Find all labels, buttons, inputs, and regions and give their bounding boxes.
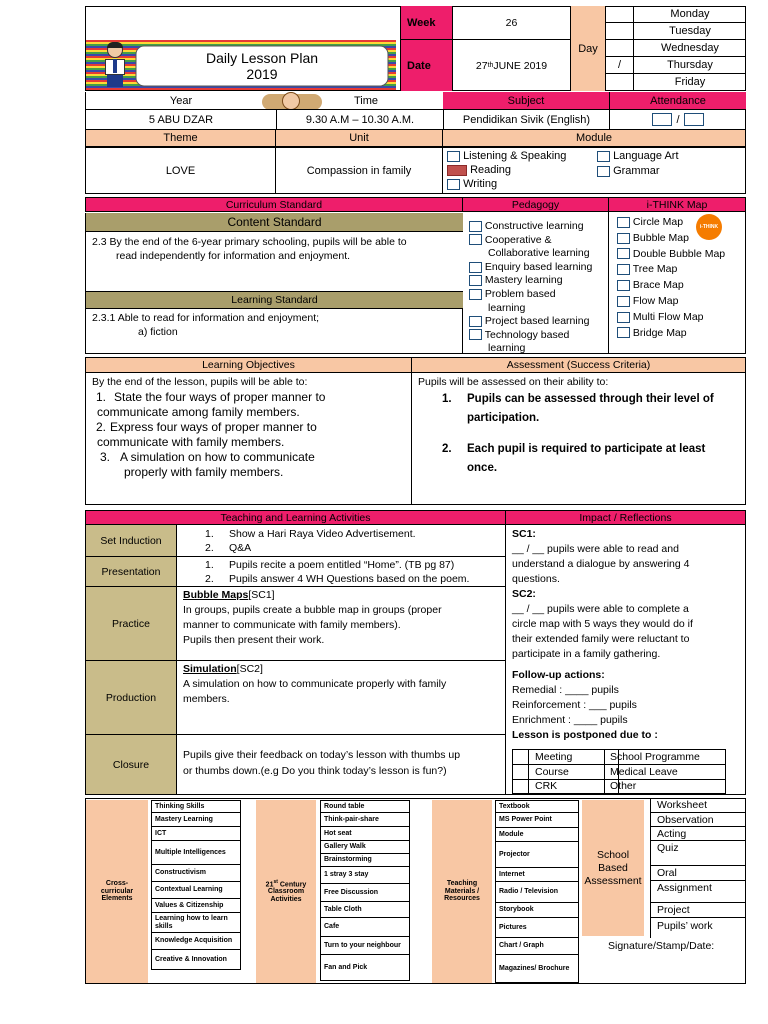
pedagogy-mastery[interactable]: Mastery learning	[469, 274, 608, 288]
cross-item-mastery[interactable]: Mastery Learning	[151, 813, 241, 827]
tm-textbook[interactable]: Textbook	[495, 800, 579, 813]
attendance-field[interactable]	[609, 110, 746, 129]
postponed-label: Lesson is postponed due to :	[512, 729, 658, 741]
day-selected-mark: /	[606, 57, 633, 74]
checkbox-icon[interactable]	[617, 233, 630, 244]
day-tuesday: Tuesday	[634, 23, 746, 40]
module-label: Module	[442, 130, 746, 147]
assessment-body	[412, 373, 746, 505]
sba-pupils-work[interactable]: Pupils’ work	[657, 920, 713, 932]
cross-item-creative[interactable]: Creative & Innovation	[151, 950, 241, 970]
pedagogy-cooperative-cont: Collaborative learning	[488, 247, 590, 260]
pedagogy-header: Pedagogy	[463, 197, 608, 212]
presentation-label: Presentation	[85, 557, 176, 587]
checkbox-icon[interactable]	[617, 280, 630, 291]
pedagogy-project[interactable]: Project based learning	[469, 315, 608, 329]
checkbox-icon[interactable]	[469, 221, 482, 232]
pedagogy-cooperative[interactable]: Cooperative &	[469, 234, 608, 248]
set-induction-body: 1. Show a Hari Raya Video Advertisement. 2. Q&A	[176, 525, 506, 557]
c21-gallery-walk[interactable]: Gallery Walk	[320, 841, 410, 854]
ithink-brace-map[interactable]: Brace Map	[617, 278, 745, 294]
ithink-multi-flow-map[interactable]: Multi Flow Map	[617, 310, 745, 326]
learning-objectives-body	[85, 373, 412, 505]
unit-label: Unit	[275, 130, 442, 147]
postponed-school-programme[interactable]: School Programme	[610, 751, 700, 763]
tm-chart-graph[interactable]: Chart / Graph	[495, 938, 579, 955]
attendance-present-input[interactable]	[652, 113, 672, 126]
assessment-intro: Pupils will be assessed on their ability to:	[418, 376, 609, 388]
checkbox-icon[interactable]	[617, 217, 630, 228]
learning-standard-text: 2.3.1 Able to read for information and enjoyment; a) fiction	[85, 308, 463, 354]
info-row-labels	[85, 92, 746, 109]
impact-body: SC1: __ / __ pupils were able to read and understand a dialogue by answering 4 questions. SC2: __ / __ pupils were able to complete a circle map with 5 ways they would do if their extended family were reluctant to participate in a family gathering. Follow-up actions: Remedial : ____ pupils Reinforcement : ___ pupils Enrichment : ____ pupils Lesson is postponed due to :	[506, 525, 746, 795]
week-value: 26	[452, 6, 570, 39]
objectives-intro: By the end of the lesson, pupils will be able to:	[92, 376, 308, 388]
postponed-other[interactable]: Other	[610, 780, 637, 792]
module-reading[interactable]: Reading	[447, 163, 566, 177]
year-label: Year	[169, 94, 193, 107]
sba-worksheet[interactable]: Worksheet	[651, 798, 746, 813]
c21-cafe[interactable]: Cafe	[320, 918, 410, 937]
checkbox-icon[interactable]	[617, 296, 630, 307]
pedagogy-technology[interactable]: Technology based	[469, 329, 608, 343]
module-writing[interactable]: Writing	[447, 177, 566, 191]
attendance-separator: /	[676, 113, 680, 126]
cross-item-contextual[interactable]: Contextual Learning	[151, 882, 241, 899]
attendance-total-input[interactable]	[684, 113, 704, 126]
closure-body: Pupils give their feedback on today’s lesson with thumbs up or thumbs down.(e.g Do you think today’s lesson is fun?)	[176, 735, 506, 795]
day-monday: Monday	[634, 6, 746, 23]
theme-value: LOVE	[165, 164, 196, 177]
c21-hot-seat[interactable]: Hot seat	[320, 827, 410, 841]
cross-item-constructivism[interactable]: Constructivism	[151, 865, 241, 882]
day-list	[633, 6, 746, 91]
checkbox-icon[interactable]	[469, 275, 482, 286]
week-label: Week	[400, 6, 452, 39]
set-induction-label: Set Induction	[85, 525, 176, 557]
checkbox-icon[interactable]	[469, 262, 482, 273]
module-listening-speaking[interactable]: Listening & Speaking	[447, 149, 566, 163]
checkbox-icon[interactable]	[447, 179, 460, 190]
signature-line: Signature/Stamp/Date:	[608, 940, 715, 952]
checkbox-icon[interactable]	[617, 264, 630, 275]
tm-storybook[interactable]: Storybook	[495, 903, 579, 918]
pedagogy-problem[interactable]: Problem based	[469, 288, 608, 302]
time-value: 9.30 A.M – 10.30 A.M.	[276, 110, 443, 129]
page-title-year: 2019	[246, 66, 278, 82]
tm-ms-power-point[interactable]: MS Power Point	[495, 813, 579, 828]
cross-item-learning-skills[interactable]: Learning how to learn skills	[151, 913, 241, 933]
school-based-assessment-label: School Based Assessment	[582, 800, 644, 936]
checkbox-icon[interactable]	[469, 289, 482, 300]
21st-century-list	[320, 800, 410, 983]
sba-observation[interactable]: Observation	[651, 813, 746, 827]
presentation-body: 1. Pupils recite a poem entitled “Home”. (TB pg 87) 2. Pupils answer 4 WH Questions based on the poem.	[176, 557, 506, 587]
info-row-values	[85, 109, 746, 130]
tm-magazines-brochure[interactable]: Magazines/ Brochure	[495, 955, 579, 983]
sba-acting[interactable]: Acting	[651, 827, 746, 841]
followup-label: Follow-up actions:	[512, 669, 605, 681]
postponed-medical-leave[interactable]: Medical Leave	[610, 765, 678, 778]
class-value: 5 ABU DZAR	[148, 113, 214, 126]
checkbox-icon[interactable]	[617, 248, 630, 259]
cross-item-ict[interactable]: ICT	[151, 827, 241, 841]
checkbox-icon[interactable]	[617, 327, 630, 338]
production-title: Simulation	[183, 663, 237, 675]
ithink-logo-icon: i-THINK	[696, 214, 722, 240]
learning-standard-label: Learning Standard	[85, 291, 463, 308]
cross-curricular-list	[151, 800, 241, 983]
tm-radio-television[interactable]: Radio / Television	[495, 882, 579, 903]
21st-century-label: 21st Century Classroom Activities	[256, 800, 316, 983]
c21-stray-stay[interactable]: 1 stray 3 stay	[320, 867, 410, 884]
ithink-header: i-THINK Map	[608, 197, 746, 212]
objective-1: 1. State the four ways of proper manner to communicate among family members.	[96, 390, 326, 419]
sba-oral[interactable]: Oral	[651, 866, 746, 881]
checkbox-icon[interactable]	[469, 316, 482, 327]
teaching-materials-label: Teaching Materials / Resources	[432, 800, 492, 983]
subject-value: Pendidikan Sivik (English)	[443, 110, 609, 129]
ithink-flow-map[interactable]: Flow Map	[617, 294, 745, 310]
day-label: Day	[570, 6, 605, 91]
postponed-table	[512, 749, 726, 794]
cross-item-thinking-skills[interactable]: Thinking Skills	[151, 800, 241, 813]
day-thursday: Thursday	[634, 57, 746, 74]
unit-value: Compassion in family	[275, 148, 442, 193]
checkbox-icon[interactable]	[469, 329, 482, 340]
sc1-label: SC1:	[512, 528, 536, 540]
c21-turn-to-neighbour[interactable]: Turn to your neighbour	[320, 937, 410, 955]
assessment-item-1: 1. Pupils can be assessed through their level of participation.	[442, 393, 714, 424]
module-grammar[interactable]: Grammar	[597, 164, 679, 179]
postponed-meeting[interactable]: Meeting	[535, 751, 573, 763]
closure-label: Closure	[85, 735, 176, 795]
checkbox-icon[interactable]	[597, 166, 610, 177]
subject-label: Subject	[443, 92, 609, 109]
practice-title: Bubble Maps	[183, 589, 249, 601]
postponed-crk[interactable]: CRK	[535, 780, 558, 792]
pedagogy-constructive[interactable]: Constructive learning	[469, 220, 608, 234]
pedagogy-enquiry[interactable]: Enquiry based learning	[469, 261, 608, 275]
impact-header: Impact / Reflections	[506, 510, 746, 525]
sba-list	[650, 798, 746, 938]
checkbox-icon[interactable]	[617, 312, 630, 323]
objective-3: 3. A simulation on how to communicate properly with family members.	[100, 450, 315, 479]
time-label: Time	[353, 94, 379, 107]
practice-label: Practice	[85, 587, 176, 661]
sba-assignment[interactable]: Assignment	[651, 881, 746, 903]
c21-think-pair-share[interactable]: Think-pair-share	[320, 813, 410, 827]
ithink-circle-map[interactable]: Circle Map	[617, 215, 745, 231]
assessment-header: Assessment (Success Criteria)	[412, 357, 746, 373]
assessment-item-2: 2. Each pupil is required to participate at least once.	[442, 443, 706, 474]
day-wednesday: Wednesday	[634, 40, 746, 57]
curriculum-standard-header: Curriculum Standard	[85, 197, 463, 212]
teaching-materials-list	[495, 800, 579, 983]
cross-item-multiple-intelligences[interactable]: Multiple Intelligences	[151, 841, 241, 865]
tm-projector[interactable]: Projector	[495, 842, 579, 868]
checkbox-checked-icon[interactable]	[447, 165, 467, 176]
learning-objectives-header: Learning Objectives	[85, 357, 412, 373]
ithink-bridge-map[interactable]: Bridge Map	[617, 326, 745, 342]
objective-2: 2. Express four ways of proper manner to communicate with family members.	[96, 420, 317, 449]
ithink-bubble-map[interactable]: Bubble Map	[617, 231, 745, 247]
date-label: Date	[400, 39, 452, 91]
content-standard-label: Content Standard	[85, 213, 463, 231]
pedagogy-technology-cont: learning	[488, 342, 526, 355]
sba-quiz[interactable]: Quiz	[651, 841, 746, 866]
module-options	[442, 148, 746, 193]
title-banner	[86, 40, 396, 90]
tm-internet[interactable]: Internet	[495, 868, 579, 882]
checkbox-icon[interactable]	[447, 151, 460, 162]
cross-item-values[interactable]: Values & Citizenship	[151, 899, 241, 913]
sba-project[interactable]: Project	[651, 903, 746, 918]
cross-curricular-label: Cross-curricular Elements	[86, 800, 148, 983]
production-label: Production	[85, 661, 176, 735]
theme-label: Theme	[85, 130, 275, 147]
date-value: 27 th JUNE 2019	[452, 39, 570, 91]
pedagogy-problem-cont: learning	[488, 301, 526, 314]
tm-module[interactable]: Module	[495, 828, 579, 842]
ithink-tree-map[interactable]: Tree Map	[617, 262, 745, 278]
checkbox-icon[interactable]	[597, 151, 610, 162]
student-figure-icon	[100, 42, 130, 88]
ithink-list	[608, 212, 746, 354]
activities-header: Teaching and Learning Activities	[85, 510, 506, 525]
c21-fan-and-pick[interactable]: Fan and Pick	[320, 955, 410, 981]
checkbox-icon[interactable]	[469, 234, 482, 245]
ithink-double-bubble-map[interactable]: Double Bubble Map	[617, 247, 745, 263]
c21-table-cloth[interactable]: Table Cloth	[320, 902, 410, 918]
sc2-label: SC2:	[512, 588, 536, 600]
c21-free-discussion[interactable]: Free Discussion	[320, 884, 410, 902]
day-friday: Friday	[674, 76, 706, 88]
c21-brainstorming[interactable]: Brainstorming	[320, 854, 410, 867]
practice-body: Bubble Maps[SC1] In groups, pupils create a bubble map in groups (proper manner to communicate with family members). Pupils then present their work.	[176, 587, 506, 661]
attendance-label: Attendance	[609, 92, 746, 109]
day-marks	[605, 6, 633, 91]
production-body: Simulation[SC2] A simulation on how to communicate properly with family members.	[176, 661, 506, 735]
page-title: Daily Lesson Plan	[205, 50, 319, 66]
cross-item-knowledge[interactable]: Knowledge Acquisition	[151, 933, 241, 950]
c21-round-table[interactable]: Round table	[320, 800, 410, 813]
pedagogy-list	[463, 212, 608, 354]
module-language-art[interactable]: Language Art	[597, 149, 679, 164]
content-standard-text: 2.3 By the end of the 6-year primary schooling, pupils will be able to read independently for information and enjoyment.	[85, 231, 463, 291]
tm-pictures[interactable]: Pictures	[495, 918, 579, 938]
postponed-course[interactable]: Course	[535, 765, 569, 778]
